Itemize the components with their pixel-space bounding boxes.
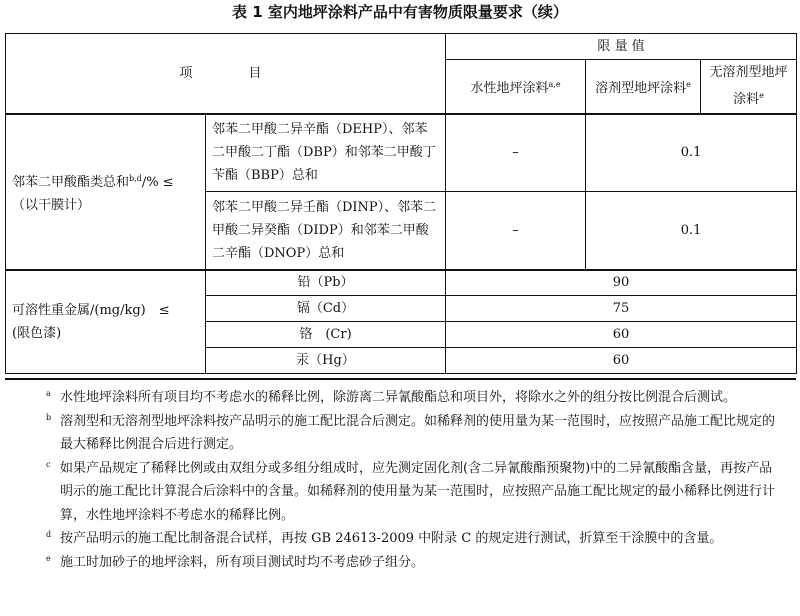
- header-item: 项 目: [6, 34, 446, 114]
- header-water: [446, 60, 586, 114]
- heavy-metal-label-b: (限色漆): [12, 325, 62, 341]
- footnote-c-mark: c: [46, 459, 51, 469]
- footnote-c: [5, 457, 796, 528]
- phthalate-label-mark: b,d: [129, 173, 142, 183]
- header-solvent-mark: e: [686, 79, 691, 89]
- metal-row-3-value: 60: [446, 322, 797, 348]
- phthalate-label-b: /% ≤: [141, 174, 174, 190]
- metal-row-4-value: 60: [446, 348, 797, 374]
- header-solventless: [701, 60, 797, 114]
- table-title: 表 1 室内地坪涂料产品中有害物质限量要求（续）: [232, 3, 568, 21]
- table-row: [6, 270, 797, 296]
- footnote-e: [5, 551, 796, 575]
- table-row: [6, 114, 797, 192]
- footnotes: [5, 378, 796, 612]
- footnote-d-text: 按产品明示的施工配比制备混合试样，再按 GB 24613-2009 中附录 C 的规定进行测试，折算至干涂膜中的含量。: [60, 531, 723, 546]
- footnote-b-text: 溶剂型和无溶剂型地坪涂料按产品明示的施工配比混合后测定。如稀释剂的使用量为某一范围时，应按照产品施工配比规定的最大稀释比例混合后进行测定。: [60, 413, 776, 452]
- phthalate-row-2-name: 邻苯二甲酸二异壬酯（DINP）、邻苯二甲酸二异癸酯（DIDP）和邻苯二甲酸二辛酯（DNOP）总和: [206, 192, 446, 270]
- footnote-a-text: 水性地坪涂料所有项目均不考虑水的稀释比例，除游离二异氰酸酯总和项目外，将除水之外的组分按比例混合后测试。: [60, 390, 737, 405]
- footnote-a-mark: a: [46, 389, 51, 398]
- footnote-c-text: 如果产品规定了稀释比例或由双组分或多组分组成时，应先测定固化剂(含二异氰酸酯预聚物)中的二异氰酸酯含量，再按产品明示的施工配比计算混合后涂料中的含量。如稀释剂的使用量为某一范围时，应按照产品施工配比规定的最小稀释比例进行计算，水性地坪涂料不考虑水的稀释比例。: [60, 460, 776, 523]
- header-solventless-mark: e: [759, 91, 764, 101]
- phthalate-label-c: （以干膜计）: [12, 197, 91, 213]
- footnote-e-text: 施工时加砂子的地坪涂料，所有项目测试时均不考虑砂子组分。: [60, 554, 425, 570]
- header-solventless-label: 无溶剂型地坪涂料: [709, 65, 788, 108]
- phthalate-row-1-water: –: [446, 114, 586, 192]
- footnote-d: [5, 527, 796, 551]
- phthalate-row-1-name: 邻苯二甲酸二异辛酯（DEHP）、邻苯二甲酸二丁酯（DBP）和邻苯二甲酸丁苄酯（BBP）总和: [206, 114, 446, 192]
- metal-row-1-name: 铅（Pb）: [206, 270, 446, 296]
- heavy-metal-label: [6, 270, 206, 374]
- header-water-mark: a,e: [548, 79, 561, 89]
- phthalate-row-1-value: 0.1: [586, 114, 797, 192]
- limit-table: [5, 33, 797, 374]
- metal-row-3-name: 铬 (Cr): [206, 322, 446, 348]
- phthalate-row-2-value: 0.1: [586, 192, 797, 270]
- metal-row-2-name: 镉（Cd）: [206, 296, 446, 322]
- header-solvent: [586, 60, 701, 114]
- header-limit: 限 量 值: [446, 34, 797, 60]
- footnote-b-mark: b: [46, 412, 52, 422]
- metal-row-4-name: 汞（Hg）: [206, 348, 446, 374]
- footnote-a: [5, 386, 796, 410]
- heavy-metal-label-a: 可溶性重金属/(mg/kg) ≤: [12, 302, 170, 318]
- header-solvent-label: 溶剂型地坪涂料: [595, 80, 687, 96]
- footnote-e-mark: e: [46, 553, 51, 563]
- phthalate-row-2-water: –: [446, 192, 586, 270]
- phthalate-label-a: 邻苯二甲酸酯类总和: [12, 174, 130, 190]
- phthalate-label: [6, 114, 206, 270]
- metal-row-1-value: 90: [446, 270, 797, 296]
- metal-row-2-value: 75: [446, 296, 797, 322]
- footnote-d-mark: d: [46, 530, 52, 539]
- header-row-1: [6, 34, 797, 60]
- footnote-b: [5, 410, 796, 457]
- header-water-label: 水性地坪涂料: [470, 80, 549, 96]
